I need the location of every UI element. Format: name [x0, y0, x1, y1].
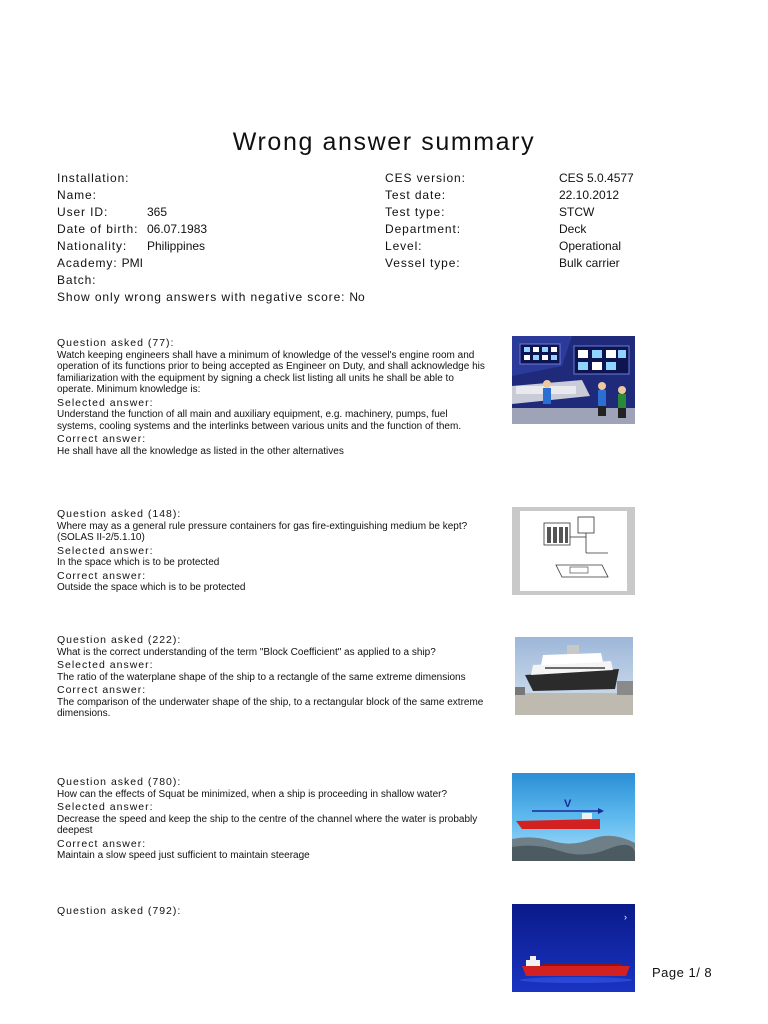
department-label: Department:: [385, 222, 461, 236]
vessel-type-value: Bulk carrier: [559, 256, 620, 270]
selected-answer-label: Selected answer:: [57, 659, 154, 671]
selected-answer-label: Selected answer:: [57, 544, 154, 557]
nationality-value: Philippines: [147, 239, 206, 253]
selected-answer-label: Selected answer:: [57, 801, 154, 813]
gas-container-diagram-image: [512, 507, 635, 595]
level-label: Level:: [385, 239, 423, 253]
question-asked: Question asked (148):: [57, 508, 182, 520]
test-info: [57, 171, 717, 307]
correct-answer-text: He shall have all the knowledge as listed in the other alternatives: [57, 445, 344, 457]
academy-label: Academy:: [57, 256, 118, 270]
batch-label: Batch:: [57, 273, 97, 287]
info-row-nationality: [57, 239, 717, 256]
question-text: Where may as a general rule pressure containers for gas fire-extinguishing medium be kept? (SOLAS II-2/5.1.10): [57, 520, 468, 543]
selected-answer-text: Decrease the speed and keep the ship to the centre of the channel where the water is probably deepest: [57, 813, 478, 836]
page-title: Wrong answer summary: [232, 128, 536, 156]
dob-value: 06.07.1983: [147, 222, 208, 236]
correct-answer-label: Correct answer:: [57, 837, 147, 850]
question-asked: Question asked (222):: [57, 634, 182, 646]
info-row-academy: [57, 256, 717, 273]
correct-answer-label: Correct answer:: [57, 433, 147, 445]
question-block: [57, 906, 487, 918]
show-only-label: Show only wrong answers with negative score:: [57, 290, 346, 304]
info-row-userid: [57, 205, 717, 222]
question-block: [57, 635, 487, 722]
page-number: Page 1/ 8: [652, 965, 713, 980]
squat-diagram-image: [512, 773, 635, 861]
test-date-value: 22.10.2012: [559, 188, 620, 202]
academy-value: PMI: [121, 256, 143, 270]
academy-field: [57, 256, 143, 270]
test-type-label: Test type:: [385, 205, 446, 219]
show-only-field: [57, 290, 365, 304]
info-row-name: [57, 188, 717, 205]
selected-answer-label: Selected answer:: [57, 396, 154, 409]
question-text: Watch keeping engineers shall have a minimum of knowledge of the vessel's engine room and operation of its functions prior to being accepted as Engineer on Duty, and shall acknowledge his familiarization with the equipment by signing a check list listing all units he shall be able to operate. Minimum knowledge is:: [57, 349, 485, 395]
question-asked: Question asked (792):: [57, 905, 182, 917]
show-only-value: No: [349, 290, 365, 304]
question-block: [57, 338, 487, 459]
tanker-night-image: [512, 904, 635, 992]
question-text: How can the effects of Squat be minimized, when a ship is proceeding in shallow water?: [57, 788, 448, 800]
user-id-label: User ID:: [57, 205, 109, 219]
selected-answer-text: Understand the function of all main and auxiliary equipment, e.g. machinery, pumps, fuel systems, cooling systems and the interlinks between various units and the function of them.: [57, 409, 462, 432]
selected-answer-text: The ratio of the waterplane shape of the ship to a rectangle of the same extreme dimensions: [57, 671, 466, 683]
svg-text:›: ›: [624, 912, 627, 922]
test-date-label: Test date:: [385, 188, 447, 202]
cruise-ship-photo: [515, 637, 633, 715]
correct-answer-label: Correct answer:: [57, 684, 147, 696]
velocity-label: V: [564, 798, 572, 810]
dob-label: Date of birth:: [57, 222, 139, 236]
question-asked: Question asked (780):: [57, 776, 182, 788]
info-row-installation: [57, 171, 717, 188]
correct-answer-text: Maintain a slow speed just sufficient to maintain steerage: [57, 850, 310, 861]
ces-version-label: CES version:: [385, 171, 466, 185]
nationality-label: Nationality:: [57, 239, 128, 253]
selected-answer-text: In the space which is to be protected: [57, 557, 220, 568]
ces-version-value: CES 5.0.4577: [559, 171, 634, 185]
correct-answer-text: The comparison of the underwater shape of the ship, to a rectangular block of the same extreme dimensions.: [57, 696, 484, 719]
vessel-type-label: Vessel type:: [385, 256, 461, 270]
correct-answer-label: Correct answer:: [57, 569, 147, 582]
question-asked: Question asked (77):: [57, 337, 175, 349]
question-block: [57, 509, 487, 596]
department-value: Deck: [559, 222, 587, 236]
correct-answer-text: Outside the space which is to be protected: [57, 582, 246, 593]
level-value: Operational: [559, 239, 622, 253]
installation-label: Installation:: [57, 171, 130, 185]
question-block: [57, 777, 487, 864]
name-label: Name:: [57, 188, 97, 202]
user-id-value: 365: [147, 205, 168, 219]
engine-control-room-image: [512, 336, 635, 424]
info-row-batch: [57, 273, 717, 290]
info-row-dob: [57, 222, 717, 239]
test-type-value: STCW: [559, 205, 595, 219]
question-text: What is the correct understanding of the term "Block Coefficient" as applied to a ship?: [57, 646, 436, 658]
info-row-show-only: [57, 290, 717, 307]
